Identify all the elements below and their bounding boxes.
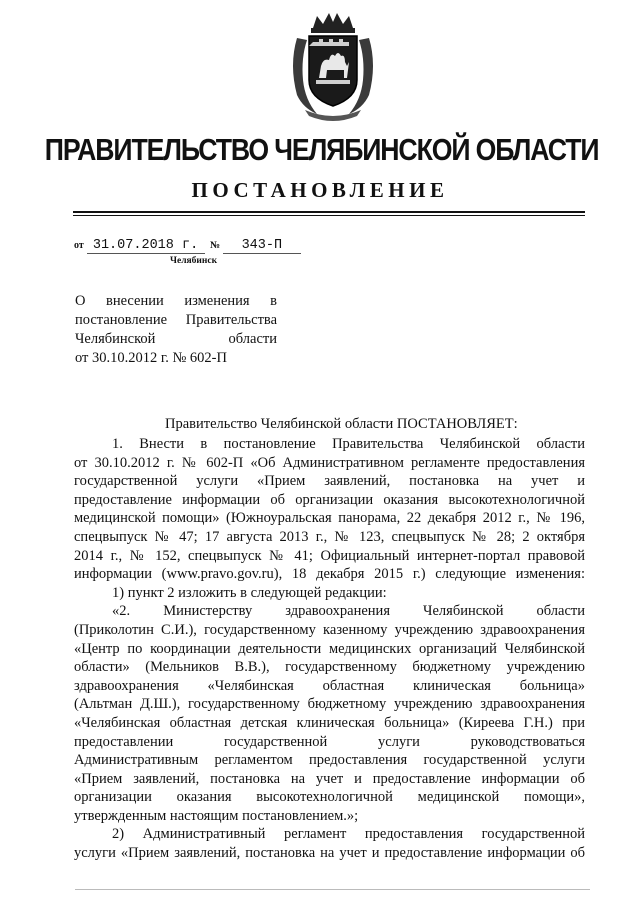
date-label: от [74, 240, 84, 251]
header-rule-thick [73, 211, 585, 213]
page-bottom-line [75, 889, 590, 890]
document-body [74, 435, 585, 863]
coat-of-arms-emblem [283, 10, 383, 122]
body-line: 2) Административный регламент предоставления государственной [112, 826, 585, 843]
body-line: предоставление информации об организации оказания высокотехнологичной [74, 491, 585, 508]
body-line: услуги «Прием заявлений, постановка на учет и предоставление информации об [74, 845, 585, 862]
body-line: от 30.10.2012 г. № 602-П «Об Административном регламенте предоставления [74, 454, 585, 471]
body-line: Административным регламентом предоставления государственной услуги [74, 752, 585, 769]
body-line: государственной услуги «Прием заявлений, постановка на учет и [74, 473, 585, 490]
body-line: здравоохранения «Челябинская областная клиническая больница» [74, 677, 585, 694]
body-line: 1) пункт 2 изложить в следующей редакции: [112, 584, 387, 601]
body-line: медицинской помощи» (Южноуральская панорама, 22 декабря 2012 г., № 196, [74, 510, 585, 527]
document-date: 31.07.2018 г. [87, 238, 205, 254]
number-label: № [210, 240, 221, 251]
body-line: (Альтман Д.Ш.), государственному бюджетному учреждению здравоохранения [74, 696, 585, 713]
subject-line: от 30.10.2012 г. № 602-П [75, 350, 227, 366]
date-number-row [74, 238, 301, 254]
body-line: 1. Внести в постановление Правительства Челябинской области [112, 436, 585, 452]
intro-text: Правительство Челябинской области ПОСТАНОВЛЯЕТ: [165, 416, 518, 432]
body-line: информации (www.pravo.gov.ru), 18 декабря 2015 г.) следующие изменения: [74, 566, 585, 583]
subject-line: О внесении изменения в [75, 293, 277, 309]
government-title: ПРАВИТЕЛЬСТВО ЧЕЛЯБИНСКОЙ ОБЛАСТИ [44, 132, 599, 167]
body-line: «2. Министерству здравоохранения Челябинской области [112, 603, 585, 620]
body-line: утвержденным настоящим постановлением.»; [74, 807, 359, 824]
subject-line: Челябинской области [75, 331, 277, 347]
body-line: области» (Мельников В.В.), государственному бюджетному учреждению [74, 659, 585, 676]
document-subject [75, 292, 277, 368]
body-line: «Челябинская областная детская клиническая больница» (Киреева Г.Н.) при [74, 714, 585, 731]
body-line: (Приколотин С.И.), государственному казенному учреждению здравоохранения [74, 621, 585, 638]
document-type: ПОСТАНОВЛЕНИЕ [191, 178, 449, 202]
subject-line: постановление Правительства [75, 312, 277, 328]
body-line: спецвыпуск № 47; 17 августа 2013 г., № 123, спецвыпуск № 28; 2 октября [74, 528, 585, 545]
header-rule-thin [73, 215, 585, 216]
body-line: организации оказания высокотехнологичной медицинской помощи», [74, 789, 585, 806]
body-line: предоставлении государственной услуги руководствоваться [74, 733, 585, 750]
document-number: 343-П [223, 238, 301, 254]
city-name: Челябинск [170, 256, 218, 266]
body-line: «Центр по координации деятельности медицинских организаций Челябинской [74, 640, 585, 657]
body-line: «Прием заявлений, постановка на учет и предоставление информации об [74, 770, 585, 787]
body-line: 2014 г., № 152, спецвыпуск № 41; Официальный интернет-портал правовой [74, 547, 585, 564]
